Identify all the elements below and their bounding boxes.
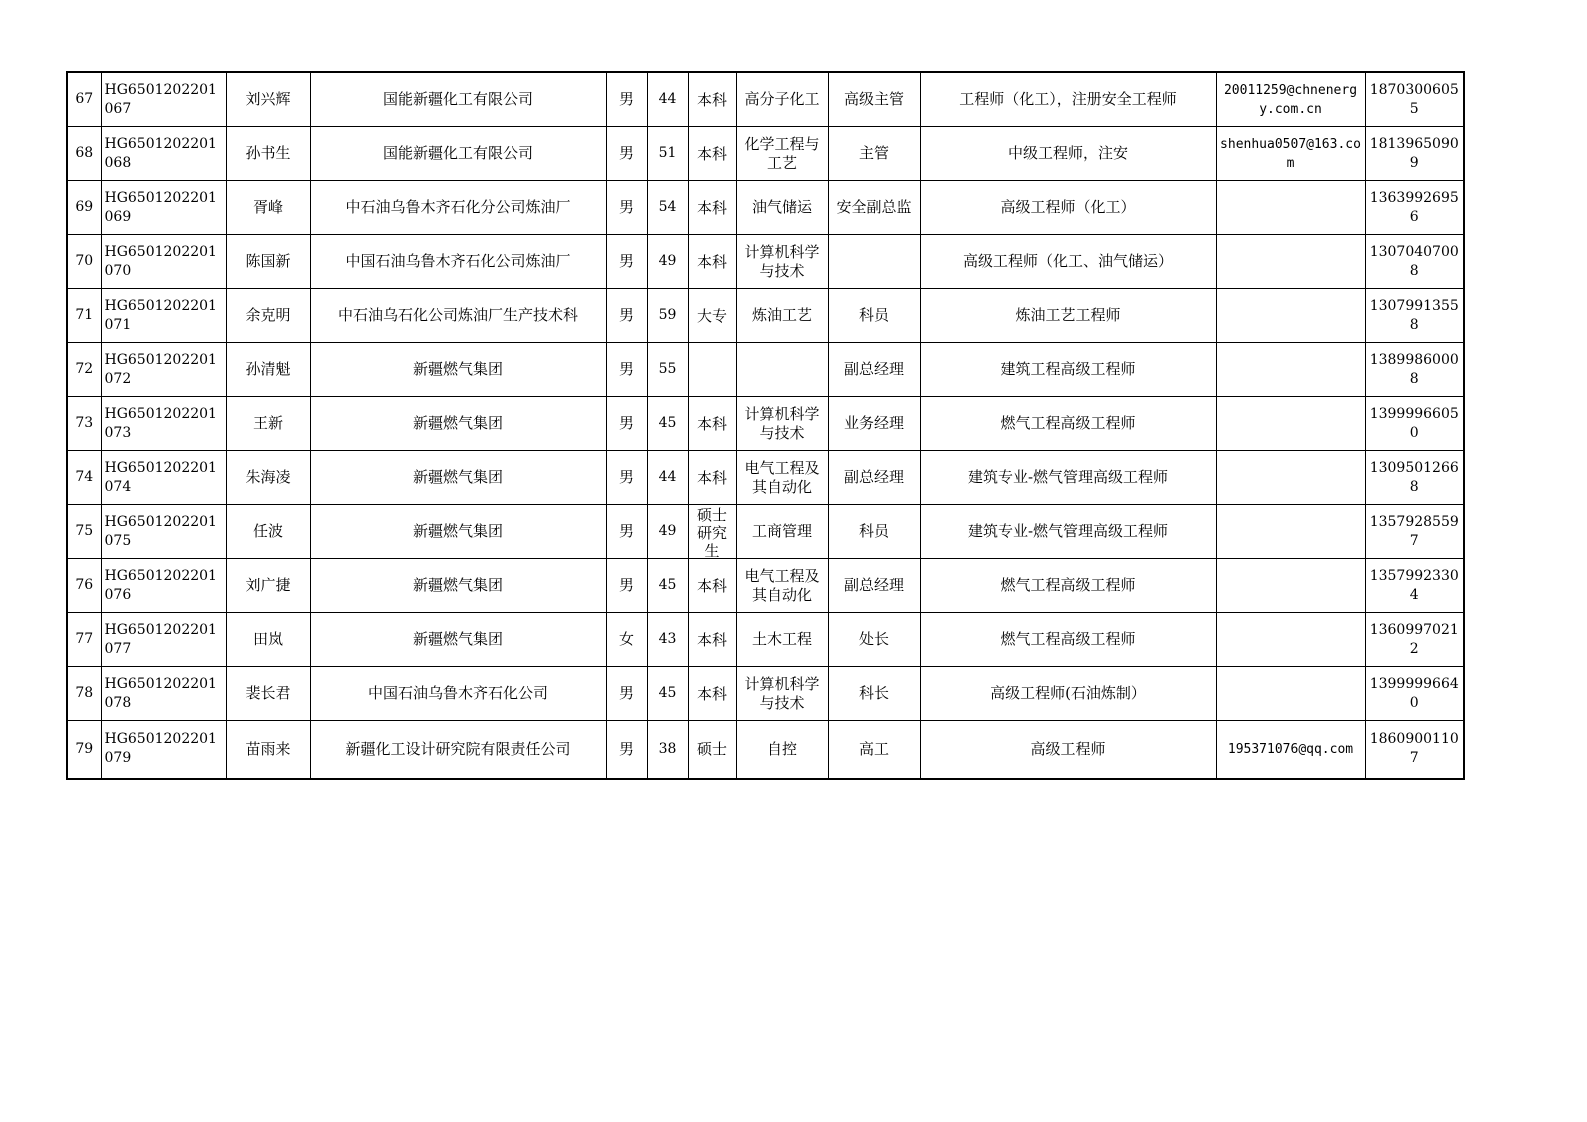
professional-title-cell: 高级工程师 bbox=[920, 721, 1216, 779]
professional-title-cell: 建筑专业-燃气管理高级工程师 bbox=[920, 451, 1216, 505]
table-row bbox=[67, 397, 1464, 451]
expert-code-cell: HG6501202201076 bbox=[101, 559, 226, 613]
company-cell: 新疆化工设计研究院有限责任公司 bbox=[310, 721, 606, 779]
row-number-cell: 77 bbox=[67, 613, 101, 667]
email-cell bbox=[1216, 559, 1365, 613]
education-cell bbox=[688, 397, 736, 451]
phone-cell: 18703006055 bbox=[1365, 72, 1464, 127]
position-cell: 业务经理 bbox=[828, 397, 920, 451]
table-row bbox=[67, 289, 1464, 343]
expert-code-cell: HG6501202201073 bbox=[101, 397, 226, 451]
position-cell: 高级主管 bbox=[828, 72, 920, 127]
education-text: 本科 bbox=[696, 684, 727, 703]
gender-cell: 男 bbox=[606, 343, 647, 397]
company-cell: 新疆燃气集团 bbox=[310, 613, 606, 667]
row-number-cell: 68 bbox=[67, 127, 101, 181]
education-cell bbox=[688, 451, 736, 505]
professional-title-cell: 燃气工程高级工程师 bbox=[920, 613, 1216, 667]
phone-cell: 13609970212 bbox=[1365, 613, 1464, 667]
company-cell: 新疆燃气集团 bbox=[310, 559, 606, 613]
age-cell: 38 bbox=[647, 721, 688, 779]
phone-cell: 18139650909 bbox=[1365, 127, 1464, 181]
position-cell: 科员 bbox=[828, 289, 920, 343]
education-cell bbox=[688, 613, 736, 667]
phone-cell: 13579923304 bbox=[1365, 559, 1464, 613]
position-cell: 主管 bbox=[828, 127, 920, 181]
email-cell bbox=[1216, 235, 1365, 289]
phone-cell: 18609001107 bbox=[1365, 721, 1464, 779]
gender-cell: 男 bbox=[606, 505, 647, 559]
position-cell: 科员 bbox=[828, 505, 920, 559]
gender-cell: 男 bbox=[606, 235, 647, 289]
table-row bbox=[67, 505, 1464, 559]
age-cell: 54 bbox=[647, 181, 688, 235]
position-cell: 处长 bbox=[828, 613, 920, 667]
education-cell bbox=[688, 559, 736, 613]
gender-cell: 男 bbox=[606, 721, 647, 779]
email-cell bbox=[1216, 181, 1365, 235]
row-number-cell: 73 bbox=[67, 397, 101, 451]
professional-title-cell: 高级工程师（化工、油气储运） bbox=[920, 235, 1216, 289]
company-cell: 新疆燃气集团 bbox=[310, 397, 606, 451]
email-cell bbox=[1216, 397, 1365, 451]
education-text: 本科 bbox=[696, 144, 727, 163]
major-cell: 工商管理 bbox=[736, 505, 828, 559]
professional-title-cell: 燃气工程高级工程师 bbox=[920, 397, 1216, 451]
person-name-cell: 田岚 bbox=[226, 613, 310, 667]
row-number-cell: 76 bbox=[67, 559, 101, 613]
education-cell bbox=[688, 343, 736, 397]
table-row bbox=[67, 613, 1464, 667]
major-cell: 油气储运 bbox=[736, 181, 828, 235]
company-cell: 国能新疆化工有限公司 bbox=[310, 72, 606, 127]
major-cell: 电气工程及其自动化 bbox=[736, 559, 828, 613]
position-cell: 科长 bbox=[828, 667, 920, 721]
gender-cell: 男 bbox=[606, 451, 647, 505]
education-text: 本科 bbox=[696, 90, 727, 109]
person-name-cell: 陈国新 bbox=[226, 235, 310, 289]
email-cell bbox=[1216, 343, 1365, 397]
row-number-cell: 69 bbox=[67, 181, 101, 235]
email-cell: 195371076@qq.com bbox=[1216, 721, 1365, 779]
age-cell: 45 bbox=[647, 667, 688, 721]
expert-code-cell: HG6501202201067 bbox=[101, 72, 226, 127]
email-cell: shenhua0507@163.com bbox=[1216, 127, 1365, 181]
education-text: 硕士研究生 bbox=[696, 505, 727, 558]
table-row bbox=[67, 559, 1464, 613]
person-name-cell: 孙清魁 bbox=[226, 343, 310, 397]
age-cell: 49 bbox=[647, 235, 688, 289]
phone-cell: 13999996640 bbox=[1365, 667, 1464, 721]
email-cell bbox=[1216, 505, 1365, 559]
professional-title-cell: 建筑工程高级工程师 bbox=[920, 343, 1216, 397]
gender-cell: 男 bbox=[606, 559, 647, 613]
professional-title-cell: 工程师（化工），注册安全工程师 bbox=[920, 72, 1216, 127]
company-cell: 中石油乌石化公司炼油厂生产技术科 bbox=[310, 289, 606, 343]
position-cell: 副总经理 bbox=[828, 451, 920, 505]
education-cell bbox=[688, 181, 736, 235]
professional-title-cell: 高级工程师（化工） bbox=[920, 181, 1216, 235]
phone-cell: 13999966050 bbox=[1365, 397, 1464, 451]
expert-roster-sheet bbox=[66, 71, 1465, 780]
person-name-cell: 任波 bbox=[226, 505, 310, 559]
table-row bbox=[67, 235, 1464, 289]
major-cell: 化学工程与工艺 bbox=[736, 127, 828, 181]
table-row bbox=[67, 72, 1464, 127]
company-cell: 中国石油乌鲁木齐石化公司炼油厂 bbox=[310, 235, 606, 289]
professional-title-cell: 中级工程师，注安 bbox=[920, 127, 1216, 181]
position-cell: 副总经理 bbox=[828, 343, 920, 397]
education-cell bbox=[688, 721, 736, 779]
professional-title-cell: 炼油工艺工程师 bbox=[920, 289, 1216, 343]
company-cell: 新疆燃气集团 bbox=[310, 451, 606, 505]
education-text: 本科 bbox=[696, 468, 727, 487]
row-number-cell: 67 bbox=[67, 72, 101, 127]
major-cell: 电气工程及其自动化 bbox=[736, 451, 828, 505]
position-cell bbox=[828, 235, 920, 289]
expert-code-cell: HG6501202201070 bbox=[101, 235, 226, 289]
email-cell: 20011259@chnenergy.com.cn bbox=[1216, 72, 1365, 127]
expert-code-cell: HG6501202201079 bbox=[101, 721, 226, 779]
gender-cell: 男 bbox=[606, 181, 647, 235]
gender-cell: 男 bbox=[606, 72, 647, 127]
major-cell: 高分子化工 bbox=[736, 72, 828, 127]
table-row bbox=[67, 181, 1464, 235]
person-name-cell: 余克明 bbox=[226, 289, 310, 343]
company-cell: 国能新疆化工有限公司 bbox=[310, 127, 606, 181]
phone-cell: 13579285597 bbox=[1365, 505, 1464, 559]
education-text: 硕士 bbox=[696, 740, 727, 759]
education-cell bbox=[688, 505, 736, 559]
company-cell: 中石油乌鲁木齐石化分公司炼油厂 bbox=[310, 181, 606, 235]
education-text: 本科 bbox=[696, 252, 727, 271]
table-row bbox=[67, 451, 1464, 505]
position-cell: 安全副总监 bbox=[828, 181, 920, 235]
major-cell: 计算机科学与技术 bbox=[736, 397, 828, 451]
expert-code-cell: HG6501202201069 bbox=[101, 181, 226, 235]
expert-code-cell: HG6501202201078 bbox=[101, 667, 226, 721]
education-cell bbox=[688, 127, 736, 181]
major-cell: 计算机科学与技术 bbox=[736, 667, 828, 721]
position-cell: 副总经理 bbox=[828, 559, 920, 613]
age-cell: 44 bbox=[647, 451, 688, 505]
education-cell bbox=[688, 72, 736, 127]
professional-title-cell: 高级工程师(石油炼制） bbox=[920, 667, 1216, 721]
table-row bbox=[67, 667, 1464, 721]
major-cell: 计算机科学与技术 bbox=[736, 235, 828, 289]
phone-cell: 13639926956 bbox=[1365, 181, 1464, 235]
position-cell: 高工 bbox=[828, 721, 920, 779]
age-cell: 45 bbox=[647, 559, 688, 613]
person-name-cell: 孙书生 bbox=[226, 127, 310, 181]
age-cell: 43 bbox=[647, 613, 688, 667]
expert-code-cell: HG6501202201071 bbox=[101, 289, 226, 343]
age-cell: 55 bbox=[647, 343, 688, 397]
phone-cell: 13079913558 bbox=[1365, 289, 1464, 343]
education-text: 本科 bbox=[696, 630, 727, 649]
email-cell bbox=[1216, 667, 1365, 721]
person-name-cell: 裴长君 bbox=[226, 667, 310, 721]
education-cell bbox=[688, 235, 736, 289]
person-name-cell: 朱海凌 bbox=[226, 451, 310, 505]
roster-body bbox=[67, 72, 1464, 779]
education-cell bbox=[688, 667, 736, 721]
email-cell bbox=[1216, 451, 1365, 505]
email-cell bbox=[1216, 289, 1365, 343]
company-cell: 新疆燃气集团 bbox=[310, 343, 606, 397]
person-name-cell: 王新 bbox=[226, 397, 310, 451]
row-number-cell: 71 bbox=[67, 289, 101, 343]
row-number-cell: 70 bbox=[67, 235, 101, 289]
professional-title-cell: 燃气工程高级工程师 bbox=[920, 559, 1216, 613]
person-name-cell: 胥峰 bbox=[226, 181, 310, 235]
person-name-cell: 苗雨来 bbox=[226, 721, 310, 779]
phone-cell: 13070407008 bbox=[1365, 235, 1464, 289]
age-cell: 59 bbox=[647, 289, 688, 343]
gender-cell: 男 bbox=[606, 127, 647, 181]
expert-roster-table bbox=[66, 71, 1465, 780]
professional-title-cell: 建筑专业-燃气管理高级工程师 bbox=[920, 505, 1216, 559]
education-text: 大专 bbox=[696, 306, 727, 325]
gender-cell: 男 bbox=[606, 289, 647, 343]
expert-code-cell: HG6501202201068 bbox=[101, 127, 226, 181]
company-cell: 中国石油乌鲁木齐石化公司 bbox=[310, 667, 606, 721]
table-row bbox=[67, 343, 1464, 397]
expert-code-cell: HG6501202201072 bbox=[101, 343, 226, 397]
major-cell: 炼油工艺 bbox=[736, 289, 828, 343]
table-row bbox=[67, 721, 1464, 779]
row-number-cell: 79 bbox=[67, 721, 101, 779]
row-number-cell: 72 bbox=[67, 343, 101, 397]
phone-cell: 13095012668 bbox=[1365, 451, 1464, 505]
person-name-cell: 刘广捷 bbox=[226, 559, 310, 613]
expert-code-cell: HG6501202201077 bbox=[101, 613, 226, 667]
row-number-cell: 75 bbox=[67, 505, 101, 559]
row-number-cell: 78 bbox=[67, 667, 101, 721]
gender-cell: 男 bbox=[606, 667, 647, 721]
company-cell: 新疆燃气集团 bbox=[310, 505, 606, 559]
gender-cell: 男 bbox=[606, 397, 647, 451]
education-cell bbox=[688, 289, 736, 343]
education-text: 本科 bbox=[696, 198, 727, 217]
expert-code-cell: HG6501202201074 bbox=[101, 451, 226, 505]
row-number-cell: 74 bbox=[67, 451, 101, 505]
major-cell: 土木工程 bbox=[736, 613, 828, 667]
table-row bbox=[67, 127, 1464, 181]
education-text: 本科 bbox=[696, 576, 727, 595]
major-cell bbox=[736, 343, 828, 397]
major-cell: 自控 bbox=[736, 721, 828, 779]
age-cell: 51 bbox=[647, 127, 688, 181]
age-cell: 45 bbox=[647, 397, 688, 451]
education-text: 本科 bbox=[696, 414, 727, 433]
expert-code-cell: HG6501202201075 bbox=[101, 505, 226, 559]
person-name-cell: 刘兴辉 bbox=[226, 72, 310, 127]
gender-cell: 女 bbox=[606, 613, 647, 667]
email-cell bbox=[1216, 613, 1365, 667]
age-cell: 44 bbox=[647, 72, 688, 127]
age-cell: 49 bbox=[647, 505, 688, 559]
phone-cell: 13899860008 bbox=[1365, 343, 1464, 397]
